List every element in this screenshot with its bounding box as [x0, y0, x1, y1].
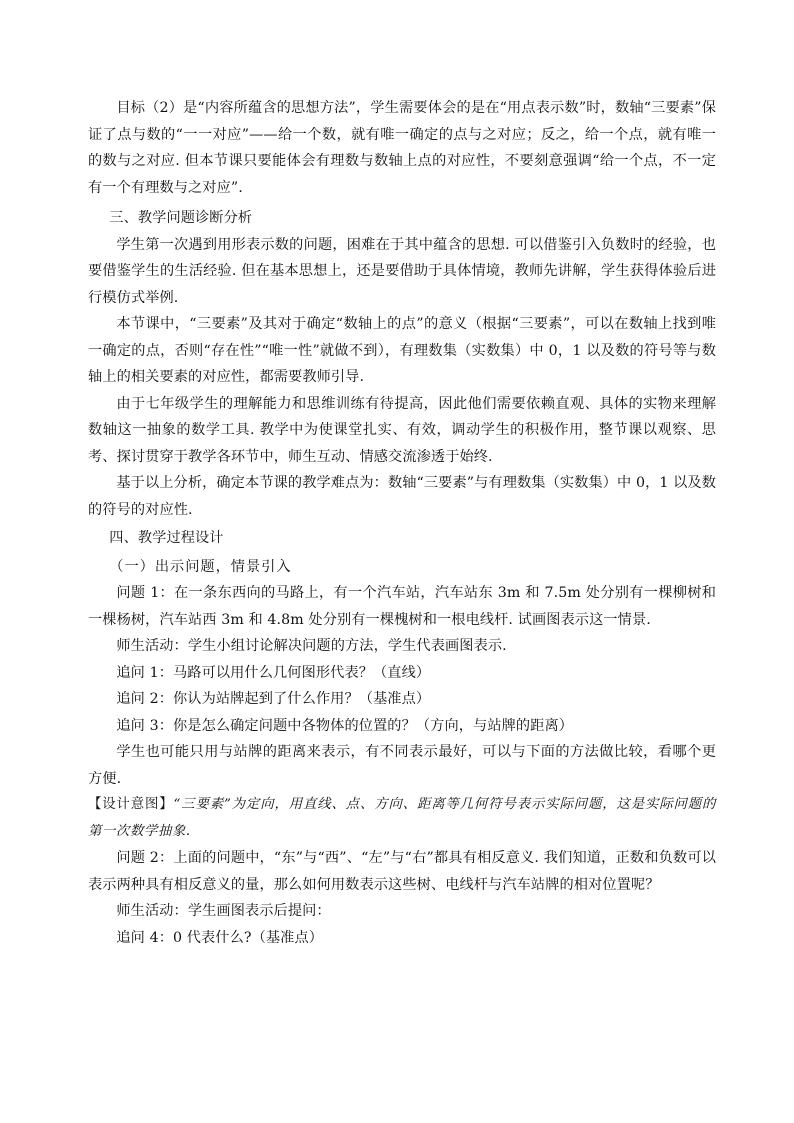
paragraph-diagnosis-1: 学生第一次遇到用形表示数的问题，困难在于其中蕴含的思想. 可以借鉴引入负数时的经验，也要借鉴学生的生活经验. 但在基本思想上，还是要借助于具体情境，教师先讲解，学生获得体验后进行模仿式举例. — [88, 236, 716, 306]
paragraph-diagnosis-4: 基于以上分析，确定本节课的教学难点为：数轴“三要素”与有理数集（实数集）中 0，1 以及数的符号的对应性. — [88, 475, 716, 518]
follow-up-3 — [88, 713, 716, 740]
follow-up-1-text: ：马路可以用什么几何图形代表？（直线） — [158, 664, 431, 681]
question-2 — [88, 845, 716, 898]
follow-up-1-label: 追问 1 — [116, 664, 159, 681]
activity-2 — [88, 898, 716, 925]
follow-up-2-text: ：你认为站牌起到了什么作用？（基准点） — [158, 691, 431, 707]
follow-up-3-text: ：你是怎么确定问题中各物体的位置的？（方向，与站牌的距离） — [158, 717, 574, 734]
follow-up-4-text: ：0 代表什么?（基准点） — [158, 929, 324, 946]
question-1-label: 问题 1 — [116, 585, 160, 601]
paragraph-goal-2: 目标（2）是“内容所蕴含的思想方法”，学生需要体会的是在“用点表示数”时，数轴“三要素”保证了点与数的“一一对应”——给一个数，就有唯一确定的点与之对应；反之，给一个点，就有唯一的数与之对应. 但本节课只要能体会有理数与数轴上点的对应性，不要刻意强调“给一个点，不一定有一个有理数与之对应”. — [88, 100, 716, 196]
question-1 — [88, 580, 716, 633]
activity-2-label: 师生活动 — [116, 903, 174, 919]
paragraph-diagnosis-3: 由于七年级学生的理解能力和思维训练有待提高，因此他们需要依赖直观、具体的实物来理解数轴这一抽象的数学工具. 教学中为使课堂扎实、有效，调动学生的积极作用，整节课以观察、思考、探讨贯穿于教学各环节中，师生互动、情感交流渗透于始终. — [88, 395, 716, 465]
paragraph-diagnosis-2: 本节课中，“三要素”及其对于确定“数轴上的点”的意义（根据“三要素”，可以在数轴上找到唯一确定的点，否则“存在性”“唯一性”就做不到），有理数集（实数集）中 0，1 以及数的符号等与数轴上的相关要素的对应性，都需要教师引导. — [88, 316, 716, 385]
follow-up-3-label: 追问 3 — [116, 717, 159, 734]
question-1-text: ：在一条东西向的马路上，有一个汽车站，汽车站东 3m 和 7.5m 处分别有一棵柳树和一棵杨树，汽车站西 3m 和 4.8m 处分别有一棵槐树和一根电线杆. 试画图表示这一情景. — [88, 585, 716, 628]
design-intent — [88, 792, 716, 845]
activity-1 — [88, 633, 716, 660]
subsection-1-heading: （一）出示问题，情景引入 — [109, 558, 292, 575]
question-2-label: 问题 2 — [116, 850, 159, 866]
activity-2-text: ：学生画图表示后提问： — [173, 903, 331, 919]
activity-1-text: ：学生小组讨论解决问题的方法，学生代表画图表示. — [173, 638, 507, 654]
paragraph-compare: 学生也可能只用与站牌的距离来表示，有不同表示最好，可以与下面的方法做比较，看哪个更方便. — [88, 744, 716, 787]
document-page — [88, 95, 716, 951]
activity-1-label: 师生活动 — [116, 638, 174, 654]
follow-up-2 — [88, 686, 716, 713]
section-3-heading: 三、教学问题诊断分析 — [109, 210, 253, 226]
design-intent-tag: 【设计意图】 — [88, 797, 174, 812]
follow-up-2-label: 追问 2 — [116, 691, 159, 707]
follow-up-4 — [88, 925, 716, 952]
follow-up-1 — [88, 660, 716, 687]
section-4-heading: 四、教学过程设计 — [109, 530, 224, 546]
question-2-text: ：上面的问题中，“东”与“西”、“左”与“右”都具有相反意义. 我们知道，正数和负数可以表示两种具有相反意义的量，那么如何用数表示这些树、电线杆与汽车站牌的相对位置呢？ — [88, 850, 717, 893]
follow-up-4-label: 追问 4 — [116, 929, 159, 946]
design-intent-text: “三要素”为定向，用直线、点、方向、距离等几何符号表示实际问题，这是实际问题的第一次数学抽象. — [88, 797, 716, 839]
